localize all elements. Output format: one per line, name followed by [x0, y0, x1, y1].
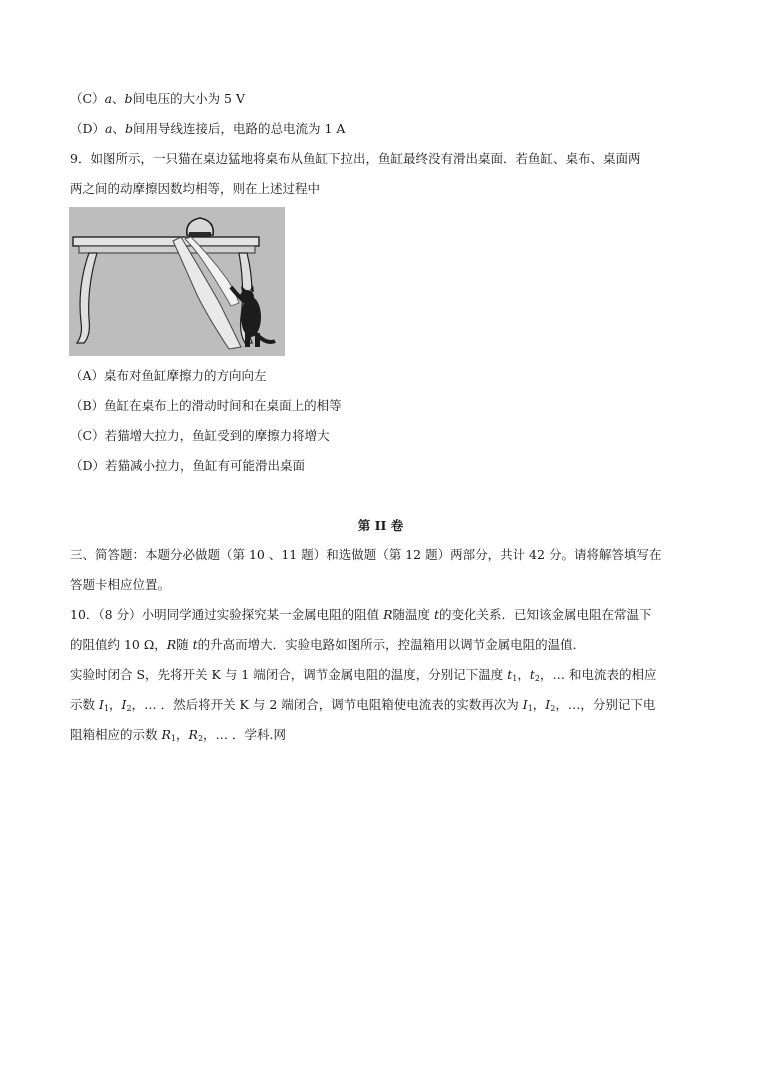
- q10-line-5: 阻箱相应的示数 $R_1$，$R_2$，… ．学科.网: [70, 727, 286, 743]
- section-intro-line-1: 三、简答题：本题分必做题（第 10 、11 题）和选做题（第 12 题）两部分，共计 42 分。请将解答填写在: [70, 547, 662, 562]
- q9-option-c: （C）若猫增大拉力，鱼缸受到的摩擦力将增大: [70, 428, 330, 443]
- q9-option-d: （D）若猫减小拉力，鱼缸有可能滑出桌面: [70, 458, 306, 473]
- q9-option-b: （B）鱼缸在桌布上的滑动时间和在桌面上的相等: [70, 398, 342, 413]
- q8-option-d: （D）a、b间用导线连接后，电路的总电流为 1 A: [70, 121, 346, 136]
- section-intro-line-2: 答题卡相应位置。: [70, 577, 171, 592]
- section-title: 第 II 卷: [357, 518, 404, 533]
- q10-line-3: 实验时闭合 S，先将开关 K 与 1 端闭合，调节金属电阻的温度，分别记下温度 $t_1$，$t_2$，… 和电流表的相应: [70, 667, 657, 683]
- cat-tablecloth-illustration: [69, 207, 285, 356]
- q10-line-2: 的阻值约 10 Ω，R随 t的升高而增大．实验电路如图所示，控温箱用以调节金属电阻的温值．: [70, 637, 586, 652]
- q10-line-4: 示数 $I_1$，$I_2$，… ．然后将开关 K 与 2 端闭合，调节电阻箱使电流表的实数再次为 $I_1$，$I_2$，…，分别记下电: [70, 697, 656, 713]
- q9-stem-line-2: 两之间的动摩擦因数均相等，则在上述过程中: [70, 181, 321, 196]
- q10-line-1: 10．（8 分）小明同学通过实验探究某一金属电阻的阻值 R随温度 t的变化关系．已知该金属电阻在常温下: [70, 607, 652, 622]
- cat-tablecloth-photo: [69, 207, 285, 356]
- q9-option-a: （A）桌布对鱼缸摩擦力的方向向左: [70, 368, 267, 383]
- q8-option-c: （C）a、b间电压的大小为 5 V: [70, 91, 245, 106]
- q9-stem-line-1: 9．如图所示，一只猫在桌边猛地将桌布从鱼缸下拉出，鱼缸最终没有滑出桌面．若鱼缸、桌布、桌面两: [70, 151, 641, 166]
